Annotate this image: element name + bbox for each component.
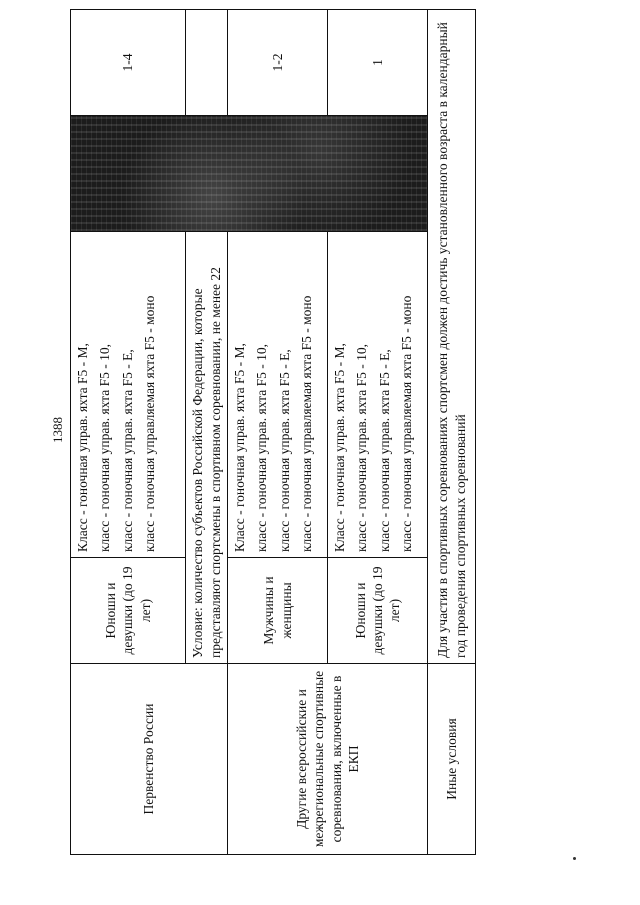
class-item: класс - гоночная управ. яхта F5 - E, <box>276 349 292 552</box>
class-list <box>71 232 186 558</box>
competition-name: Другие всероссийские и межрегиональные спортивные соревнования, включенные в ЕКП <box>228 664 428 855</box>
other-conditions-text: Для участия в спортивных соревнованиях спортсмен должен достичь установленного возраста в календарный год проведения спортивных соревнований <box>428 10 476 664</box>
class-item: класс - гоночная управляемая яхта F5 - моно <box>398 295 414 552</box>
table-row <box>71 10 186 855</box>
table-row <box>428 10 476 855</box>
condition-text: Условие: количество субъектов Российской Федерации, которые представляют спортсмены в спортивном соревновании, не менее 22 <box>186 232 228 664</box>
place-range: 1-2 <box>228 10 328 116</box>
class-item: класс - гоночная управ. яхта F5 - 10, <box>354 344 370 552</box>
class-item: класс - гоночная управляемая яхта F5 - моно <box>298 295 314 552</box>
class-item: класс - гоночная управ. яхта F5 - E, <box>376 349 392 552</box>
scan-artifact <box>71 116 428 232</box>
class-list <box>228 232 328 558</box>
other-conditions-label: Иные условия <box>428 664 476 855</box>
place-range: 1 <box>328 10 428 116</box>
empty-cell <box>186 10 228 116</box>
document-sheet <box>70 22 470 855</box>
place-range: 1-4 <box>71 10 186 116</box>
class-item: Класс - гоночная управ. яхта F5 - M, <box>232 343 247 552</box>
competition-name: Первенство России <box>71 664 228 855</box>
age-group: Юноши и девушки (до 19 лет) <box>328 558 428 664</box>
class-item: класс - гоночная управляемая яхта F5 - моно <box>141 295 157 552</box>
age-group: Юноши и девушки (до 19 лет) <box>71 558 186 664</box>
page-number: 1388 <box>50 417 65 443</box>
class-item: класс - гоночная управ. яхта F5 - E, <box>119 349 135 552</box>
class-list <box>328 232 428 558</box>
requirements-table <box>70 9 476 855</box>
scan-noise <box>71 116 427 231</box>
class-item: класс - гоночная управ. яхта F5 - 10, <box>254 344 270 552</box>
class-item: Класс - гоночная управ. яхта F5 - M, <box>75 343 90 552</box>
scan-speck <box>573 857 576 860</box>
class-item: класс - гоночная управ. яхта F5 - 10, <box>97 344 113 552</box>
class-item: Класс - гоночная управ. яхта F5 - M, <box>332 343 347 552</box>
age-group: Мужчины и женщины <box>228 558 328 664</box>
